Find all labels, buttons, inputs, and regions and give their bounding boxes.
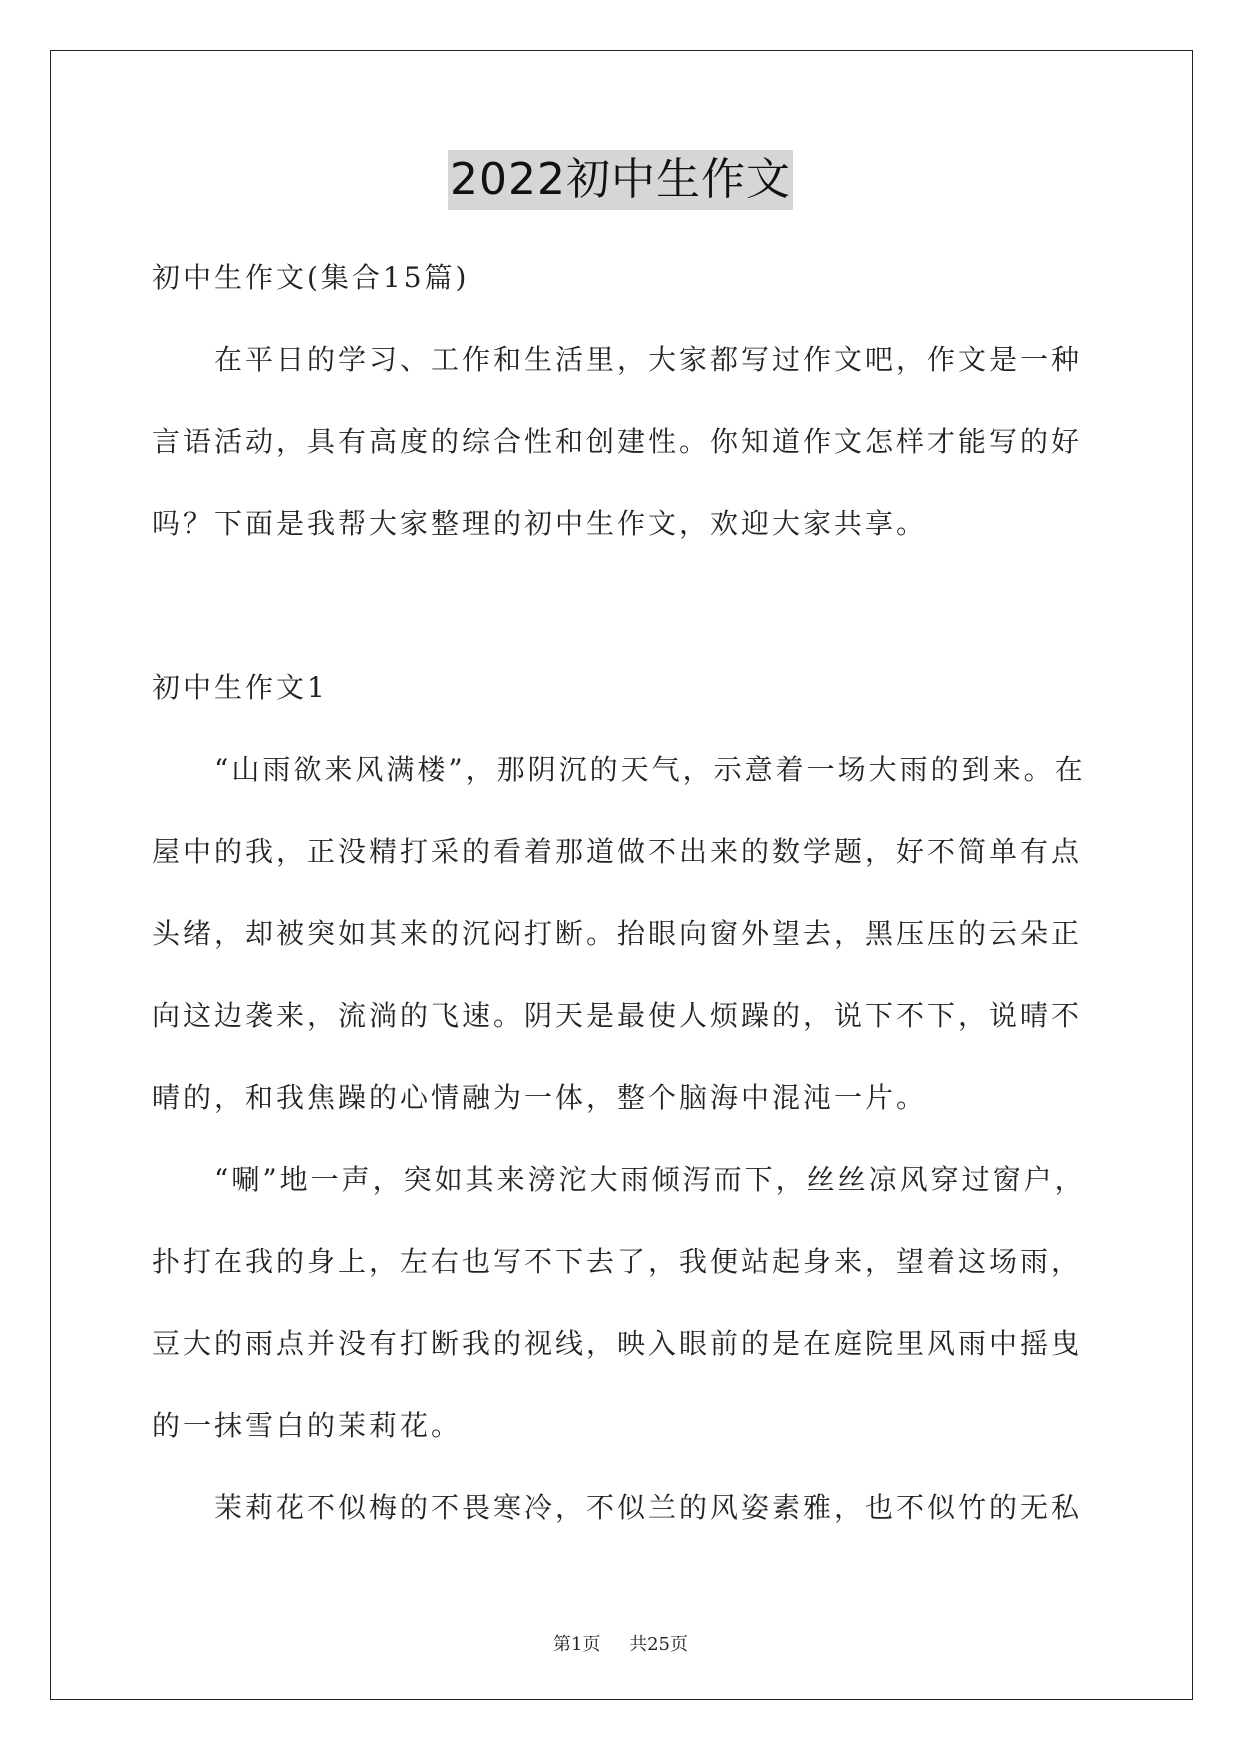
subtitle: 初中生作文(集合15篇) [152, 261, 470, 294]
total-pages: 共25页 [629, 1634, 688, 1655]
intro-line: 在平日的学习、工作和生活里，大家都写过作文吧，作文是一种 [214, 343, 1083, 376]
intro-line: 吗？下面是我帮大家整理的初中生作文，欢迎大家共享。 [152, 507, 928, 540]
paragraph-line: “山雨欲来风满楼”，那阴沉的天气，示意着一场大雨的到来。在 [214, 753, 1086, 786]
paragraph-line: 头绪，却被突如其来的沉闷打断。抬眼向窗外望去，黑压压的云朵正 [152, 917, 1083, 950]
paragraph-line: 扑打在我的身上，左右也写不下去了，我便站起身来，望着这场雨， [152, 1245, 1083, 1278]
paragraph-line: 向这边袭来，流淌的飞速。阴天是最使人烦躁的，说下不下，说晴不 [152, 999, 1083, 1032]
paragraph-line: 晴的，和我焦躁的心情融为一体，整个脑海中混沌一片。 [152, 1081, 928, 1114]
title-container [0, 150, 1241, 210]
paragraph-line: 屋中的我，正没精打采的看着那道做不出来的数学题，好不简单有点 [152, 835, 1083, 868]
page-number: 第1页 [553, 1634, 601, 1655]
section-heading: 初中生作文1 [152, 671, 328, 704]
blank-line [152, 565, 1092, 647]
intro-line: 言语活动，具有高度的综合性和创建性。你知道作文怎样才能写的好 [152, 425, 1083, 458]
document-body [152, 237, 1092, 1549]
document-title: 2022初中生作文 [448, 150, 793, 210]
paragraph-line: 的一抹雪白的茉莉花。 [152, 1409, 463, 1442]
paragraph-line: 豆大的雨点并没有打断我的视线，映入眼前的是在庭院里风雨中摇曳 [152, 1327, 1083, 1360]
page-footer [0, 1630, 1241, 1656]
paragraph-line: 茉莉花不似梅的不畏寒冷，不似兰的风姿素雅，也不似竹的无私 [214, 1491, 1083, 1524]
paragraph-line: “唰”地一声，突如其来滂沱大雨倾泻而下，丝丝凉风穿过窗户， [214, 1163, 1086, 1196]
